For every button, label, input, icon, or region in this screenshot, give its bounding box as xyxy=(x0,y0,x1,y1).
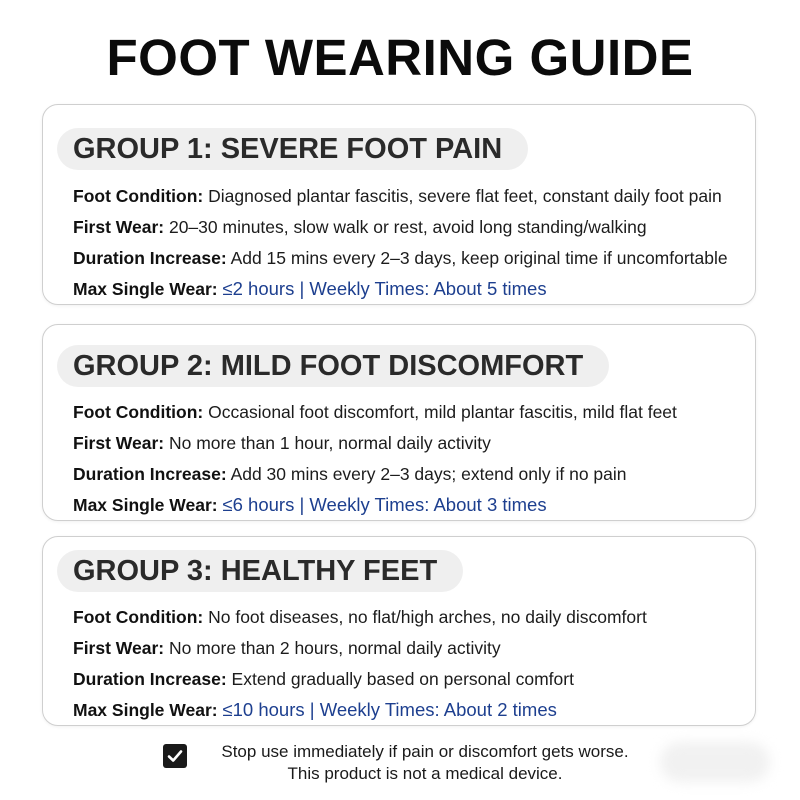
first-wear-value: No more than 1 hour, normal daily activity xyxy=(168,433,491,453)
group-details xyxy=(73,401,745,525)
group-card-2 xyxy=(42,324,756,521)
group-heading: GROUP 2: MILD FOOT DISCOMFORT xyxy=(57,345,609,387)
disclaimer-line-1: Stop use immediately if pain or discomfort gets worse. xyxy=(221,742,629,761)
group-details xyxy=(73,606,745,730)
first-wear-label: First Wear: xyxy=(73,433,165,453)
foot-condition-value: Occasional foot discomfort, mild plantar fascitis, mild flat feet xyxy=(208,402,677,422)
foot-condition-value: No foot diseases, no flat/high arches, no daily discomfort xyxy=(208,607,647,627)
foot-condition-label: Foot Condition: xyxy=(73,402,204,422)
foot-condition-value: Diagnosed plantar fascitis, severe flat feet, constant daily foot pain xyxy=(208,186,722,206)
foot-condition-row xyxy=(73,401,745,432)
first-wear-row xyxy=(73,637,745,668)
duration-increase-row xyxy=(73,668,745,699)
page-title: FOOT WEARING GUIDE xyxy=(106,29,694,86)
disclaimer-line-2: This product is not a medical device. xyxy=(287,764,563,783)
checkbox-checked-icon xyxy=(163,744,187,768)
duration-increase-row xyxy=(73,247,745,278)
max-single-wear-row xyxy=(73,494,745,525)
first-wear-label: First Wear: xyxy=(73,638,165,658)
foot-condition-label: Foot Condition: xyxy=(73,186,204,206)
duration-increase-value: Extend gradually based on personal comfort xyxy=(231,669,574,689)
max-single-wear-label: Max Single Wear: xyxy=(73,700,218,720)
max-single-wear-label: Max Single Wear: xyxy=(73,279,218,299)
duration-increase-label: Duration Increase: xyxy=(73,248,227,268)
duration-increase-label: Duration Increase: xyxy=(73,669,227,689)
disclaimer-text xyxy=(205,741,645,785)
first-wear-row xyxy=(73,216,745,247)
group-card-3 xyxy=(42,536,756,726)
first-wear-row xyxy=(73,432,745,463)
duration-increase-value: Add 15 mins every 2–3 days, keep original time if uncomfortable xyxy=(230,248,728,268)
group-heading: GROUP 1: SEVERE FOOT PAIN xyxy=(57,128,528,170)
foot-condition-row xyxy=(73,185,745,216)
max-single-wear-value: ≤6 hours | Weekly Times: About 3 times xyxy=(222,494,547,515)
foot-condition-row xyxy=(73,606,745,637)
duration-increase-row xyxy=(73,463,745,494)
max-single-wear-value: ≤2 hours | Weekly Times: About 5 times xyxy=(222,278,547,299)
duration-increase-value: Add 30 mins every 2–3 days; extend only if no pain xyxy=(230,464,627,484)
group-heading: GROUP 3: HEALTHY FEET xyxy=(57,550,463,592)
disclaimer xyxy=(163,741,663,791)
first-wear-value: No more than 2 hours, normal daily activity xyxy=(168,638,501,658)
max-single-wear-row xyxy=(73,699,745,730)
group-card-1 xyxy=(42,104,756,305)
group-details xyxy=(73,185,745,309)
duration-increase-label: Duration Increase: xyxy=(73,464,227,484)
max-single-wear-value: ≤10 hours | Weekly Times: About 2 times xyxy=(222,699,557,720)
foot-condition-label: Foot Condition: xyxy=(73,607,204,627)
first-wear-label: First Wear: xyxy=(73,217,165,237)
max-single-wear-row xyxy=(73,278,745,309)
background-smudge xyxy=(660,742,770,782)
first-wear-value: 20–30 minutes, slow walk or rest, avoid long standing/walking xyxy=(168,217,647,237)
max-single-wear-label: Max Single Wear: xyxy=(73,495,218,515)
